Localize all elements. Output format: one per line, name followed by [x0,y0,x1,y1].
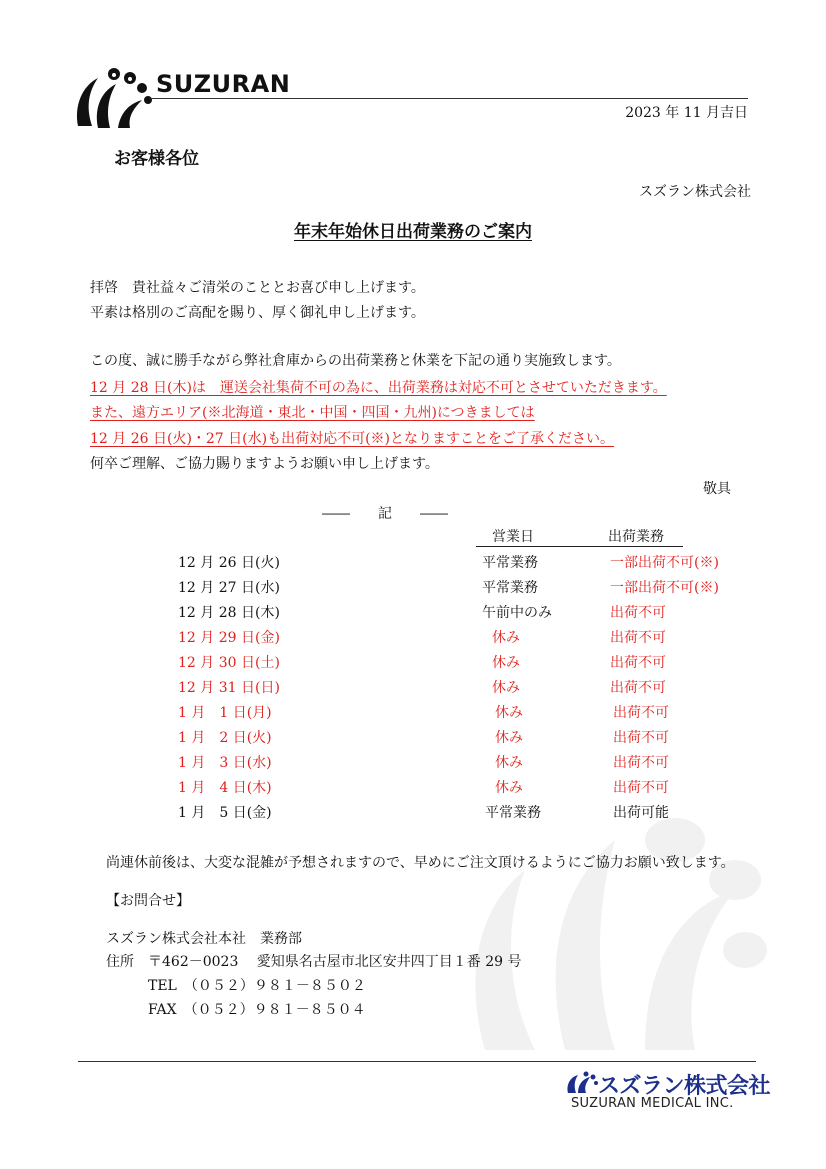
schedule-date: 12 月 28 日(木) [178,605,280,621]
schedule-date: 12 月 29 日(金) [178,630,280,646]
contact-heading: 【お問合せ】 [106,893,190,909]
schedule-shipping: 出荷不可 [610,630,666,646]
schedule-date: 1 月 4 日(木) [178,780,272,796]
schedule-date: 1 月 1 日(月) [178,705,272,721]
footer-divider [78,1061,756,1062]
schedule-date: 1 月 2 日(火) [178,730,272,746]
schedule-business: 休み [495,780,523,796]
addressee: お客様各位 [114,149,199,169]
column-header-business: 営業日 [492,529,534,545]
contact-company: スズラン株式会社本社 業務部 [106,931,302,947]
footer-company-name-jp: スズラン株式会社 [598,1074,771,1099]
schedule-business: 休み [495,755,523,771]
header-divider [150,98,748,99]
schedule-shipping: 出荷可能 [613,805,669,821]
greeting-line-1: 拝啓 貴社益々ご清栄のこととお喜び申し上げます。 [90,280,425,296]
schedule-date: 12 月 30 日(土) [178,655,280,671]
schedule-shipping: 出荷不可 [610,605,666,621]
schedule-business: 平常業務 [485,805,541,821]
schedule-shipping: 出荷不可 [613,705,669,721]
footer-company-name-en: SUZURAN MEDICAL INC. [571,1096,734,1111]
schedule-business: 休み [495,705,523,721]
column-header-shipping: 出荷業務 [608,529,664,545]
schedule-date: 1 月 5 日(金) [178,805,272,821]
header-underline [476,546,683,547]
ki-heading: ―― 記 ―― [322,506,448,522]
contact-fax: FAX （０５２）９８１－８５０４ [148,1002,366,1018]
lily-watermark-icon [445,800,775,1050]
schedule-date: 12 月 31 日(日) [178,680,280,696]
greeting-line-2: 平素は格別のご高配を賜り、厚く御礼申し上げます。 [90,305,425,321]
request-text: 何卒ご理解、ご協力賜りますようお願い申し上げます。 [90,456,439,472]
suzuran-medical-logo-icon [566,1071,598,1095]
schedule-shipping: 出荷不可 [610,680,666,696]
intro-text: この度、誠に勝手ながら弊社倉庫からの出荷業務と休業を下記の通り実施致します。 [90,353,621,369]
footer-note: 尚連休前後は、大変な混雑が予想されますので、早めにご注文頂けるようにご協力お願い致します。 [106,855,735,871]
schedule-shipping: 一部出荷不可(※) [610,580,719,596]
schedule-business: 平常業務 [482,580,538,596]
suzuran-lily-logo-icon [72,66,156,130]
schedule-business: 平常業務 [482,555,538,571]
schedule-business: 休み [492,630,520,646]
sender-company: スズラン株式会社 [639,184,751,200]
schedule-business: 休み [492,655,520,671]
schedule-business: 休み [492,680,520,696]
schedule-business: 休み [495,730,523,746]
schedule-business: 午前中のみ [482,605,552,621]
schedule-date: 1 月 3 日(水) [178,755,272,771]
brand-name: SUZURAN [156,70,291,98]
contact-address: 住所 〒462－0023 愛知県名古屋市北区安井四丁目１番 29 号 [106,954,522,970]
issue-date: 2023 年 11 月吉日 [625,105,748,121]
schedule-date: 12 月 27 日(水) [178,580,280,596]
closing-word: 敬具 [703,481,731,497]
document-title [0,217,826,242]
schedule-date: 12 月 26 日(火) [178,555,280,571]
schedule-shipping: 一部出荷不可(※) [610,555,719,571]
notice-line-3: 12 月 26 日(火)・27 日(水)も出荷対応不可(※)となりますことをご了承ください。 [90,431,615,447]
schedule-shipping: 出荷不可 [613,780,669,796]
schedule-shipping: 出荷不可 [613,755,669,771]
schedule-shipping: 出荷不可 [610,655,666,671]
notice-line-2: また、遠方エリア(※北海道・東北・中国・四国・九州)につきましては [90,405,535,421]
schedule-shipping: 出荷不可 [613,730,669,746]
contact-tel: TEL （０５２）９８１－８５０２ [148,978,366,994]
document-title-text: 年末年始休日出荷業務のご案内 [294,222,532,242]
notice-line-1: 12 月 28 日(木)は 運送会社集荷不可の為に、出荷業務は対応不可とさせていただきます。 [90,380,667,396]
